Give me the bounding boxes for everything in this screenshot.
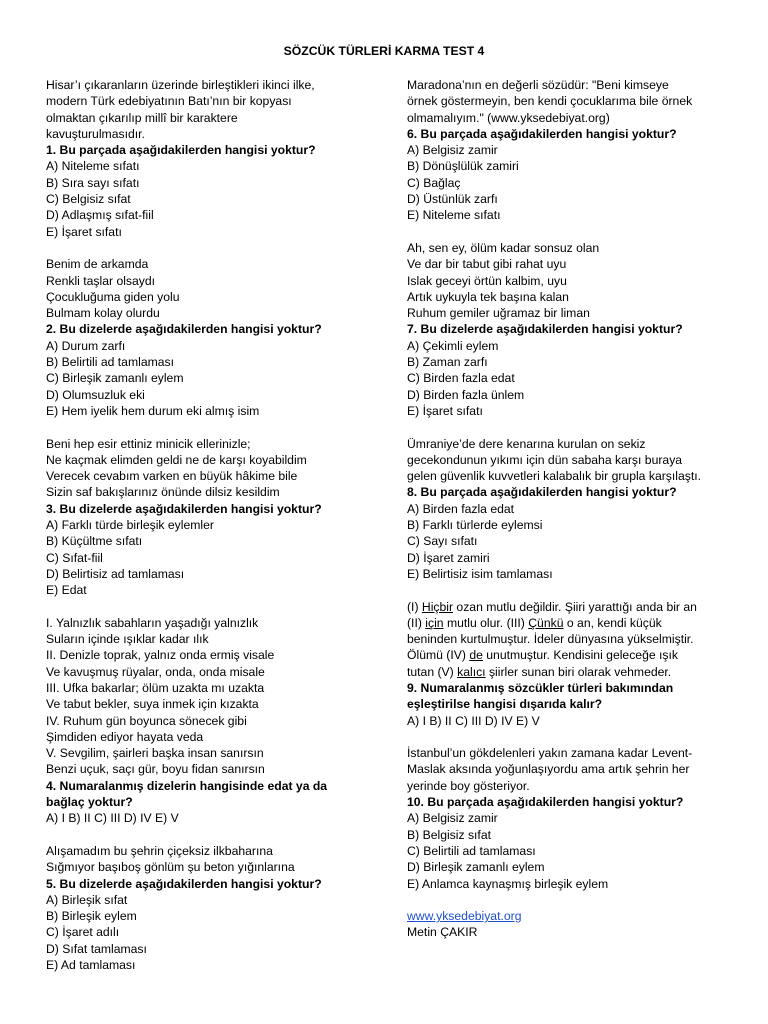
question-stem: 3. Bu dizelerde aşağıdakilerden hangisi yoktur? bbox=[46, 501, 322, 516]
option: E) İşaret sıfatı bbox=[407, 403, 483, 418]
passage-line: Verecek cevabım varken en büyük hâkime bile bbox=[46, 469, 298, 484]
passage-line: Ölümü (IV) de unutmuştur. Kendisini geleceğe ışık bbox=[407, 648, 678, 663]
option: D) İşaret zamiri bbox=[407, 550, 490, 565]
question-stem: 2. Bu dizelerde aşağıdakilerden hangisi yoktur? bbox=[46, 322, 322, 337]
passage-line: gecekondunun yıkımı için dün sabaha karşı buraya bbox=[407, 452, 683, 467]
question-stem: 4. Numaralanmış dizelerin hangisinde edat ya da bbox=[46, 778, 328, 793]
website-link[interactable]: www.yksedebiyat.org bbox=[407, 909, 522, 924]
question-stem: 1. Bu parçada aşağıdakilerden hangisi yoktur? bbox=[46, 143, 316, 158]
passage-line: Maradona’nın en değerli sözüdür: "Beni kimseye bbox=[407, 78, 669, 92]
passage-line: modern Türk edebiyatının Batı’nın bir kopyası bbox=[46, 94, 292, 109]
passage-line: Renkli taşlar olsaydı bbox=[46, 273, 156, 288]
question-stem: bağlaç yoktur? bbox=[46, 795, 133, 810]
passage-line: örnek göstermeyin, ben kendi çocuklarıma bile örnek bbox=[407, 94, 693, 109]
page-title: SÖZCÜK TÜRLERİ KARMA TEST 4 bbox=[283, 44, 485, 58]
underlined-word: Çünkü bbox=[528, 615, 564, 630]
left-column bbox=[46, 77, 368, 973]
question-3 bbox=[46, 436, 368, 599]
passage-line: IV. Ruhum gün boyunca sönecek gibi bbox=[46, 713, 247, 728]
question-stem: 10. Bu parçada aşağıdakilerden hangisi yoktur? bbox=[407, 795, 684, 810]
author-name: Metin ÇAKIR bbox=[407, 925, 478, 940]
option: C) Belirtili ad tamlaması bbox=[407, 843, 536, 858]
option: E) Niteleme sıfatı bbox=[407, 208, 501, 223]
passage-line: olmamalıyım." (www.yksedebiyat.org) bbox=[407, 110, 610, 125]
question-8 bbox=[407, 436, 729, 583]
question-7 bbox=[407, 240, 729, 419]
question-stem: 6. Bu parçada aşağıdakilerden hangisi yoktur? bbox=[407, 126, 677, 141]
footer bbox=[407, 908, 729, 941]
underlined-word: de bbox=[469, 648, 483, 663]
option: A) Birden fazla edat bbox=[407, 501, 515, 516]
passage-line: Artık uykuyla tek başına kalan bbox=[407, 289, 569, 304]
option: D) Üstünlük zarfı bbox=[407, 192, 498, 207]
passage-line: Ve tabut bekler, suya inmek için kızakta bbox=[46, 697, 259, 712]
passage-line: olmaktan çıkarılıp millî bir karaktere bbox=[46, 110, 238, 125]
option: A) Birleşik sıfat bbox=[46, 892, 128, 907]
option: B) Dönüşlülük zamiri bbox=[407, 159, 519, 174]
option: C) Sayı sıfatı bbox=[407, 534, 478, 549]
option: B) Farklı türlerde eylemsi bbox=[407, 518, 543, 533]
option: C) Belgisiz sıfat bbox=[46, 192, 131, 207]
passage-line: Ruhum gemiler uğramaz bir liman bbox=[407, 306, 590, 321]
option: C) Sıfat-fiil bbox=[46, 550, 103, 565]
passage-line: Ah, sen ey, ölüm kadar sonsuz olan bbox=[407, 240, 600, 255]
option: A) Farklı türde birleşik eylemler bbox=[46, 518, 214, 533]
passage-line: İstanbul’un gökdelenleri yakın zamana kadar Levent- bbox=[407, 746, 693, 761]
option: D) Birden fazla ünlem bbox=[407, 387, 525, 402]
option: B) Sıra sayı sıfatı bbox=[46, 175, 140, 190]
option: B) Zaman zarfı bbox=[407, 355, 488, 370]
passage-line: Maslak aksında yoğunlaşıyordu ama artık şehrin her bbox=[407, 762, 690, 777]
passage-line: Ve kavuşmuş rüyalar, onda, onda misale bbox=[46, 664, 265, 679]
underlined-word: Hiçbir bbox=[421, 599, 454, 614]
passage-line: (II) için mutlu olur. (III) Çünkü o an, kendi küçük bbox=[407, 615, 662, 630]
question-9 bbox=[407, 599, 729, 729]
option: A) Niteleme sıfatı bbox=[46, 159, 140, 174]
option: C) Birleşik zamanlı eylem bbox=[46, 371, 184, 386]
question-1 bbox=[46, 77, 368, 240]
underlined-word: kalıcı bbox=[457, 664, 486, 679]
question-4 bbox=[46, 615, 368, 827]
passage-line: Islak geceyi örtün kalbim, uyu bbox=[407, 273, 567, 288]
option: E) Edat bbox=[46, 583, 87, 598]
question-2 bbox=[46, 256, 368, 419]
question-stem: eşleştirilse hangisi dışarıda kalır? bbox=[407, 697, 603, 712]
option: E) İşaret sıfatı bbox=[46, 224, 122, 239]
passage-line: Beni hep esir ettiniz minicik ellerinizle; bbox=[46, 436, 251, 451]
question-5 bbox=[46, 843, 368, 973]
option: A) Çekimli eylem bbox=[407, 338, 499, 353]
option: D) Adlaşmış sıfat-fiil bbox=[46, 208, 154, 223]
passage-line: Ne kaçmak elimden geldi ne de karşı koyabildim bbox=[46, 452, 307, 467]
option: B) Belirtili ad tamlaması bbox=[46, 355, 175, 370]
option: E) Anlamca kaynaşmış birleşik eylem bbox=[407, 876, 609, 891]
question-10 bbox=[407, 745, 729, 892]
question-stem: 8. Bu parçada aşağıdakilerden hangisi yoktur? bbox=[407, 485, 677, 500]
passage-line: Bulmam kolay olurdu bbox=[46, 306, 160, 321]
option: D) Belirtisiz ad tamlaması bbox=[46, 566, 185, 581]
option: D) Sıfat tamlaması bbox=[46, 941, 147, 956]
right-column bbox=[407, 77, 729, 941]
passage-line: Şimdiden ediyor hayata veda bbox=[46, 729, 204, 744]
option: B) Küçültme sıfatı bbox=[46, 534, 143, 549]
option-row: A) I B) II C) III D) IV E) V bbox=[46, 811, 179, 826]
option: A) Belgisiz zamir bbox=[407, 811, 498, 826]
passage-line: Benzi uçuk, saçı gür, boyu fidan sanırsın bbox=[46, 762, 265, 777]
option: B) Belgisiz sıfat bbox=[407, 827, 491, 842]
option: D) Birleşik zamanlı eylem bbox=[407, 860, 545, 875]
passage-line: Benim de arkamda bbox=[46, 257, 149, 272]
passage-line: tutan (V) kalıcı şiirler sunan biri olarak vehmeder. bbox=[407, 664, 672, 679]
passage-line: gelen güvenlik kuvvetleri kalabalık bir grupla karşılaştı. bbox=[407, 469, 701, 484]
question-stem: 9. Numaralanmış sözcükler türleri bakımından bbox=[407, 680, 674, 695]
passage-line: V. Sevgilim, şairleri başka insan sanırsın bbox=[46, 746, 264, 761]
option: E) Hem iyelik hem durum eki almış isim bbox=[46, 403, 260, 418]
passage-line: Çocukluğuma giden yolu bbox=[46, 289, 180, 304]
option-row: A) I B) II C) III D) IV E) V bbox=[407, 713, 540, 728]
option: A) Belgisiz zamir bbox=[407, 143, 498, 158]
passage-line: II. Denizle toprak, yalnız onda ermiş visale bbox=[46, 648, 275, 663]
question-stem: 5. Bu dizelerde aşağıdakilerden hangisi yoktur? bbox=[46, 876, 322, 891]
passage-line: Hisar’ı çıkaranların üzerinde birleştikleri ikinci ilke, bbox=[46, 78, 315, 92]
option: C) Birden fazla edat bbox=[407, 371, 515, 386]
option: A) Durum zarfı bbox=[46, 338, 126, 353]
option: D) Olumsuzluk eki bbox=[46, 387, 145, 402]
passage-line: Ve dar bir tabut gibi rahat uyu bbox=[407, 257, 567, 272]
passage-line: (I) Hiçbir ozan mutlu değildir. Şiiri yarattığı anda bir an bbox=[407, 599, 697, 614]
passage-line: III. Ufka bakarlar; ölüm uzakta mı uzakta bbox=[46, 680, 265, 695]
option: C) İşaret adılı bbox=[46, 925, 120, 940]
passage-line: yerinde boy gösteriyor. bbox=[407, 778, 530, 793]
passage-line: Sığmıyor başıboş gönlüm şu beton yığınlarına bbox=[46, 860, 295, 875]
option: E) Belirtisiz isim tamlaması bbox=[407, 566, 553, 581]
passage-line: Suların içinde ışıklar kadar ılık bbox=[46, 632, 209, 647]
passage-line: I. Yalnızlık sabahların yaşadığı yalnızlık bbox=[46, 615, 259, 630]
passage-line: kavuşturulmasıdır. bbox=[46, 126, 145, 141]
passage-line: Ümraniye’de dere kenarına kurulan on sekiz bbox=[407, 436, 646, 451]
option: C) Bağlaç bbox=[407, 175, 461, 190]
option: B) Birleşik eylem bbox=[46, 909, 137, 924]
question-6 bbox=[407, 77, 729, 224]
option: E) Ad tamlaması bbox=[46, 958, 136, 973]
underlined-word: için bbox=[425, 615, 444, 630]
passage-line: Sizin saf bakışlarınız önünde dilsiz kesildim bbox=[46, 485, 280, 500]
passage-line: Alışamadım bu şehrin çiçeksiz ilkbaharına bbox=[46, 843, 273, 858]
passage-line: beninden kurtulmuştur. İdeler dünyasına yükselmiştir. bbox=[407, 632, 694, 647]
question-stem: 7. Bu dizelerde aşağıdakilerden hangisi yoktur? bbox=[407, 322, 683, 337]
